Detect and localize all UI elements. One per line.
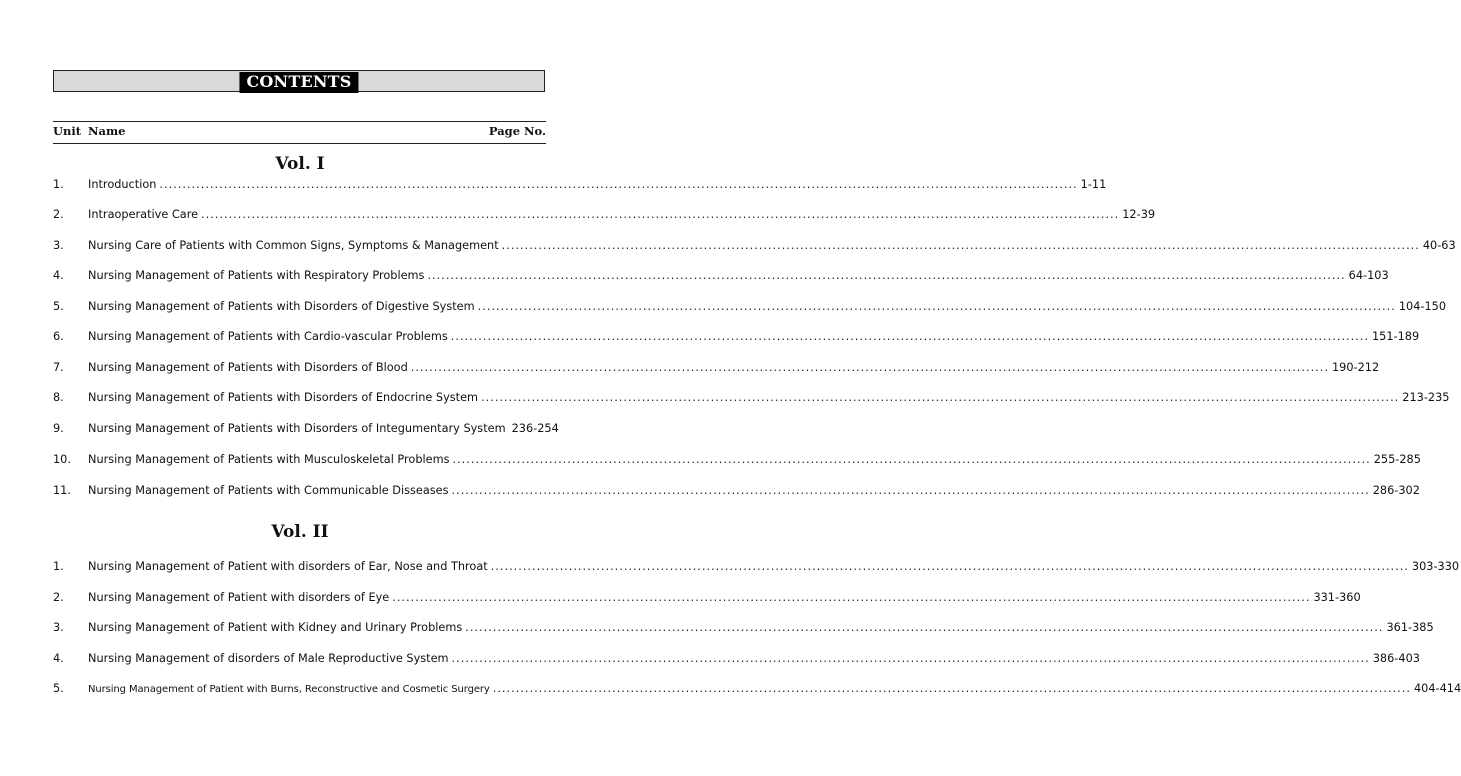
unit-number: 2.: [53, 208, 64, 221]
dot-leader: ........................................................................................................................................................................................................: [159, 178, 1078, 191]
toc-entry[interactable]: [53, 329, 1420, 345]
dot-leader: ........................................................................................................................................................................................................: [201, 208, 1120, 221]
contents-title-bar: [53, 70, 545, 92]
toc-entry[interactable]: [53, 483, 1420, 499]
unit-title: Nursing Management of Patients with Respiratory Problems: [88, 269, 425, 282]
dot-leader: ........................................................................................................................................................................................................: [451, 652, 1370, 665]
unit-number: 4.: [53, 652, 64, 665]
page-range: 255-285: [1373, 453, 1421, 466]
unit-number: 3.: [53, 239, 64, 252]
unit-number: 1.: [53, 560, 64, 573]
column-header-unit: Unit: [53, 124, 82, 138]
column-header-page: Page No.: [488, 124, 546, 138]
page-range: 331-360: [1313, 591, 1361, 604]
page-range: 190-212: [1331, 361, 1380, 374]
unit-number: 11.: [53, 484, 71, 497]
toc-entry[interactable]: [53, 559, 1460, 575]
unit-number: 4.: [53, 269, 64, 282]
unit-title: Nursing Management of Patient with Kidney and Urinary Problems: [88, 621, 463, 634]
toc-entry[interactable]: [53, 421, 559, 437]
unit-title: Nursing Management of disorders of Male Reproductive System: [88, 652, 449, 665]
page-range: 1-11: [1080, 178, 1107, 191]
toc-entry[interactable]: [53, 452, 1421, 468]
dot-leader: ........................................................................................................................................................................................................: [427, 269, 1346, 282]
dot-leader: ........................................................................................................................................................................................................: [501, 239, 1420, 252]
unit-title: Nursing Management of Patients with Disorders of Digestive System: [88, 300, 475, 313]
header-top-rule: [53, 121, 546, 122]
toc-entry[interactable]: [53, 390, 1450, 406]
page-range: 361-385: [1386, 621, 1434, 634]
unit-number: 5.: [53, 300, 64, 313]
unit-title: Nursing Management of Patients with Communicable Disseases: [88, 484, 449, 497]
dot-leader: ........................................................................................................................................................................................................: [392, 591, 1311, 604]
toc-entry[interactable]: [53, 681, 1461, 697]
dot-leader: ........................................................................................................................................................................................................: [465, 621, 1384, 634]
unit-number: 5.: [53, 682, 64, 695]
page-range: 151-189: [1371, 330, 1420, 343]
dot-leader: ........................................................................................................................................................................................................: [492, 682, 1411, 695]
unit-title: Nursing Care of Patients with Common Signs, Symptoms & Management: [88, 239, 499, 252]
page-range: 213-235: [1402, 391, 1450, 404]
dot-leader: ........................................................................................................................................................................................................: [452, 453, 1371, 466]
volume-heading-2: Vol. II: [271, 522, 329, 542]
toc-entry[interactable]: [53, 207, 1156, 223]
toc-entry[interactable]: [53, 360, 1380, 376]
page-range: 236-254: [511, 422, 559, 435]
dot-leader: ........................................................................................................................................................................................................: [451, 484, 1370, 497]
dot-leader: ........................................................................................................................................................................................................: [410, 361, 1329, 374]
unit-number: 8.: [53, 391, 64, 404]
unit-title: Nursing Management of Patients with Disorders of Integumentary System: [88, 422, 506, 435]
unit-title: Nursing Management of Patient with Burns, Reconstructive and Cosmetic Surgery: [88, 684, 490, 695]
unit-title: Nursing Management of Patients with Musculoskeletal Problems: [88, 453, 450, 466]
unit-title: Nursing Management of Patients with Disorders of Endocrine System: [88, 391, 479, 404]
page-range: 286-302: [1372, 484, 1420, 497]
page-range: 104-150: [1398, 300, 1447, 313]
toc-entry[interactable]: [53, 268, 1389, 284]
volume-heading-1: Vol. I: [275, 154, 325, 174]
page-range: 386-403: [1372, 652, 1420, 665]
toc-entry[interactable]: [53, 590, 1361, 606]
page-title: CONTENTS: [239, 72, 358, 93]
header-bottom-rule: [53, 143, 546, 144]
dot-leader: ........................................................................................................................................................................................................: [450, 330, 1369, 343]
unit-number: 1.: [53, 178, 64, 191]
toc-entry[interactable]: [53, 299, 1447, 315]
toc-entry[interactable]: [53, 238, 1456, 254]
toc-entry[interactable]: [53, 620, 1434, 636]
page-range: 12-39: [1122, 208, 1156, 221]
unit-number: 3.: [53, 621, 64, 634]
dot-leader: ........................................................................................................................................................................................................: [477, 300, 1396, 313]
toc-entry[interactable]: [53, 177, 1107, 193]
page-range: 64-103: [1348, 269, 1389, 282]
unit-title: Nursing Management of Patients with Disorders of Blood: [88, 361, 408, 374]
dot-leader: ........................................................................................................................................................................................................: [481, 391, 1400, 404]
unit-number: 2.: [53, 591, 64, 604]
unit-number: 6.: [53, 330, 64, 343]
unit-title: Introduction: [88, 178, 157, 191]
page-range: 40-63: [1422, 239, 1456, 252]
unit-number: 9.: [53, 422, 64, 435]
unit-number: 10.: [53, 453, 71, 466]
unit-title: Nursing Management of Patient with disorders of Ear, Nose and Throat: [88, 560, 488, 573]
unit-title: Nursing Management of Patient with disorders of Eye: [88, 591, 390, 604]
page-range: 303-330: [1411, 560, 1460, 573]
toc-entry[interactable]: [53, 651, 1420, 667]
unit-title: Nursing Management of Patients with Cardio-vascular Problems: [88, 330, 448, 343]
unit-title: Intraoperative Care: [88, 208, 199, 221]
dot-leader: ........................................................................................................................................................................................................: [490, 560, 1409, 573]
page-range: 404-414: [1413, 682, 1461, 695]
unit-number: 7.: [53, 361, 64, 374]
column-header-name: Name: [88, 124, 126, 138]
